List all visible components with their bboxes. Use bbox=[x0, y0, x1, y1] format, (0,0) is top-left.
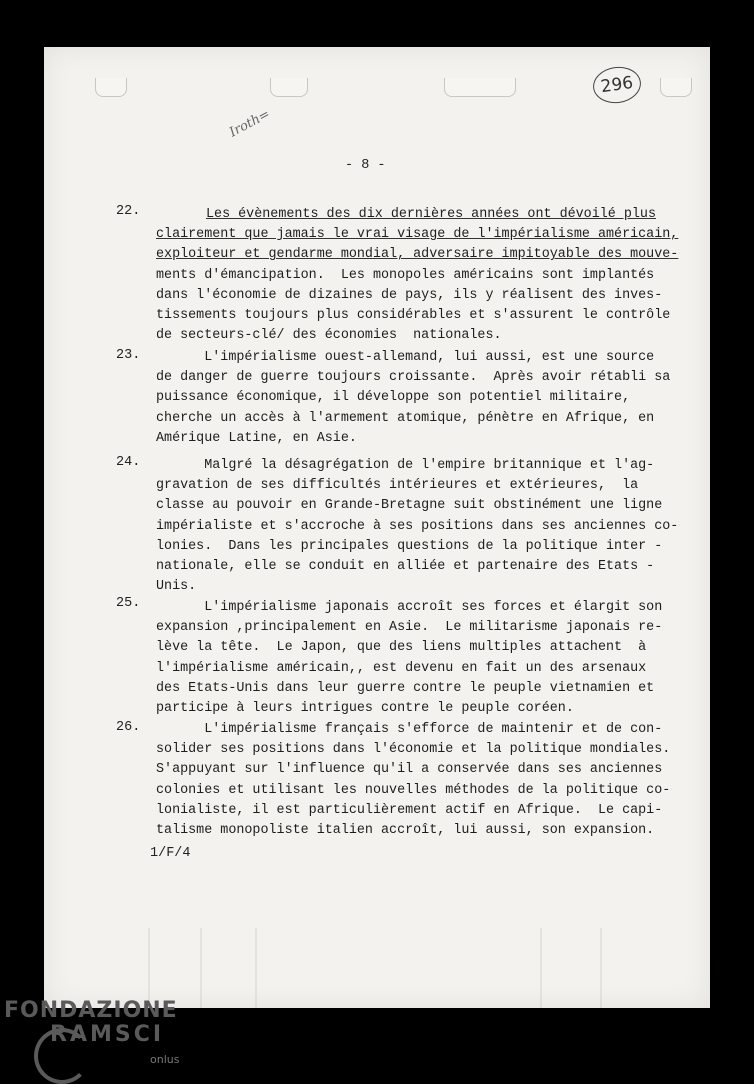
paragraph-number: 23. bbox=[116, 348, 141, 363]
watermark-line2: RAMSCI bbox=[50, 1022, 165, 1047]
text-line: Malgré la désagrégation de l'empire britannique et l'ag- bbox=[156, 458, 655, 473]
text-line: expansion ,principalement en Asie. Le militarisme japonais re- bbox=[156, 620, 663, 636]
text-line: Unis. bbox=[156, 579, 197, 595]
text-line: clairement que jamais le vrai visage de l'impérialisme américain, bbox=[156, 227, 679, 243]
paragraph-23 bbox=[156, 348, 671, 449]
text-line: de danger de guerre toujours croissante. Après avoir rétabli sa bbox=[156, 370, 671, 386]
paragraph-26 bbox=[156, 720, 671, 841]
paragraph-25 bbox=[156, 598, 663, 719]
page-crease bbox=[200, 928, 202, 1008]
text-line: des Etats-Unis dans leur guerre contre le peuple vietnamien et bbox=[156, 680, 655, 696]
folio-number: 296 bbox=[591, 64, 644, 106]
text-line: tissements toujours plus considérables et s'assurent le contrôle bbox=[156, 307, 671, 323]
binder-tab bbox=[95, 78, 127, 97]
text-line: classe au pouvoir en Grande-Bretagne suit obstinément une ligne bbox=[156, 498, 663, 514]
page-number: - 8 - bbox=[345, 158, 386, 173]
text-line: l'impérialisme américain,, est devenu en fait un des arsenaux bbox=[156, 660, 647, 676]
text-line: Amérique Latine, en Asie. bbox=[156, 430, 357, 446]
paragraph-number: 25. bbox=[116, 596, 141, 611]
paragraph-22 bbox=[156, 205, 679, 346]
text-line: lonialiste, il est particulièrement actif en Afrique. Le capi- bbox=[156, 802, 663, 818]
text-line: S'appuyant sur l'influence qu'il a conservée dans ses anciennes bbox=[156, 762, 663, 778]
text-line: ments d'émancipation. Les monopoles américains sont implantés bbox=[156, 267, 655, 283]
page-crease bbox=[600, 928, 602, 1008]
text-line: L'impérialisme français s'efforce de maintenir et de con- bbox=[156, 722, 663, 737]
text-line: nationale, elle se conduit en alliée et partenaire des Etats - bbox=[156, 558, 655, 574]
handwritten-note: Iroth= bbox=[227, 106, 273, 141]
text-line: dans l'économie de dizaines de pays, ils y réalisent des inves- bbox=[156, 287, 663, 303]
text-line: talisme monopoliste italien accroît, lui aussi, son expansion. bbox=[156, 822, 655, 838]
text-line: lève la tête. Le Japon, que des liens multiples attachent à bbox=[156, 640, 647, 656]
text-line: exploiteur et gendarme mondial, adversaire impitoyable des mouve- bbox=[156, 247, 679, 263]
watermark-line1: FONDAZIONE bbox=[4, 998, 178, 1023]
text-line: puissance économique, il développe son potentiel militaire, bbox=[156, 390, 631, 406]
binder-tab bbox=[444, 78, 516, 97]
text-line: gravation de ses difficultés intérieures et extérieures, la bbox=[156, 478, 639, 494]
text-line: de secteurs-clé/ des économies nationales. bbox=[156, 328, 502, 344]
text-line: L'impérialisme ouest-allemand, lui aussi, est une source bbox=[156, 350, 655, 365]
logo-g-icon bbox=[34, 1028, 90, 1084]
text-line: L'impérialisme japonais accroît ses forces et élargit son bbox=[156, 600, 663, 615]
page-crease bbox=[255, 928, 257, 1008]
binder-tab bbox=[270, 78, 308, 97]
paragraph-number: 24. bbox=[116, 455, 141, 470]
text-line: solider ses positions dans l'économie et la politique mondiales. bbox=[156, 742, 671, 758]
watermark-line3: onlus bbox=[150, 1053, 180, 1066]
paragraph-number: 26. bbox=[116, 720, 141, 735]
text-line: lonies. Dans les principales questions de la politique inter - bbox=[156, 538, 663, 554]
text-line: cherche un accès à l'armement atomique, pénètre en Afrique, en bbox=[156, 410, 655, 426]
page-crease bbox=[540, 928, 542, 1008]
document-code: 1/F/4 bbox=[150, 846, 191, 861]
paragraph-24 bbox=[156, 456, 679, 597]
watermark-logo bbox=[4, 998, 180, 1066]
page-crease bbox=[148, 928, 150, 1008]
paragraph-number: 22. bbox=[116, 204, 141, 219]
binder-tab bbox=[660, 78, 692, 97]
text-line: colonies et utilisant les nouvelles méthodes de la politique co- bbox=[156, 782, 671, 798]
text-line: participe à leurs intrigues contre le peuple coréen. bbox=[156, 700, 574, 716]
text-line: Les évènements des dix dernières années ont dévoilé plus bbox=[206, 207, 656, 222]
text-line: impérialiste et s'accroche à ses positions dans ses anciennes co- bbox=[156, 518, 679, 534]
